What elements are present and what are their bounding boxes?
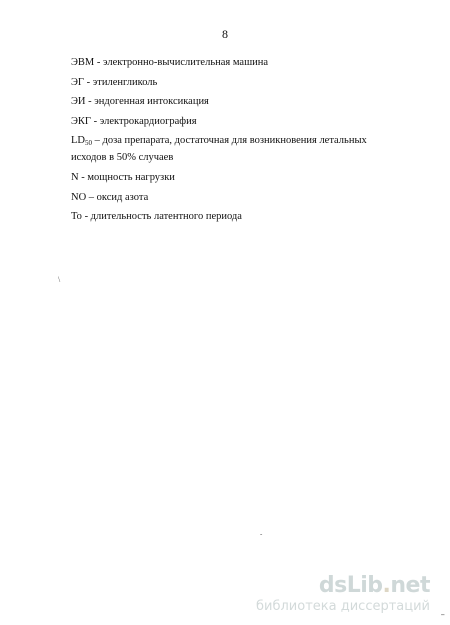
abbreviation-term: N: [71, 172, 79, 184]
abbreviation-item-to: [71, 209, 411, 224]
abbreviation-definition: - длительность латентного периода: [81, 211, 242, 223]
abbreviation-list: [71, 55, 411, 229]
abbreviation-definition: - мощность нагрузки: [78, 172, 175, 184]
abbreviation-term: NO: [71, 191, 87, 203]
abbreviation-term: ЭКГ: [71, 115, 92, 127]
scan-artifact-mark: -: [260, 530, 263, 538]
abbreviation-definition: – доза препарата, достаточная для возникновения летальных: [92, 135, 367, 147]
watermark-logo-name: dsLib: [318, 573, 383, 598]
abbreviation-item-eg: [71, 75, 411, 90]
abbreviation-term: ЭГ: [71, 76, 85, 88]
scan-artifact-mark: ⲻ: [441, 612, 445, 620]
abbreviation-definition: - электрокардиография: [91, 115, 197, 127]
abbreviation-item-ld50-continuation: [71, 150, 411, 165]
abbreviation-definition: - этиленгликоль: [84, 76, 158, 88]
abbreviation-definition: – оксид азота: [86, 191, 149, 203]
abbreviation-definition: - электронно-вычислительная машина: [94, 57, 269, 68]
abbreviation-item-no: [71, 190, 411, 205]
abbreviation-item-ei: [71, 94, 411, 109]
abbreviation-item-n: [71, 170, 411, 185]
abbreviation-term: ЭИ: [71, 96, 86, 108]
abbreviation-subscript: 50: [85, 139, 92, 148]
abbreviation-definition: - эндогенная интоксикация: [85, 96, 209, 108]
abbreviation-definition-continuation: исходов в 50% случаев: [71, 152, 174, 164]
page-number: 8: [222, 27, 228, 41]
scan-artifact-mark: \: [58, 275, 61, 284]
watermark-tagline: библиотека диссертаций: [256, 599, 430, 614]
abbreviation-term: ЭВМ: [71, 57, 95, 68]
abbreviation-term: To: [71, 211, 82, 223]
watermark-logo-dot: .: [382, 573, 391, 598]
abbreviation-item-ld50: [71, 133, 411, 148]
abbreviation-term: LD: [71, 135, 85, 147]
abbreviation-item-evm: [71, 55, 411, 70]
abbreviation-item-ekg: [71, 114, 411, 129]
watermark-logo-domain: net: [390, 573, 430, 598]
site-watermark: [256, 574, 430, 615]
watermark-logo: [256, 574, 430, 598]
